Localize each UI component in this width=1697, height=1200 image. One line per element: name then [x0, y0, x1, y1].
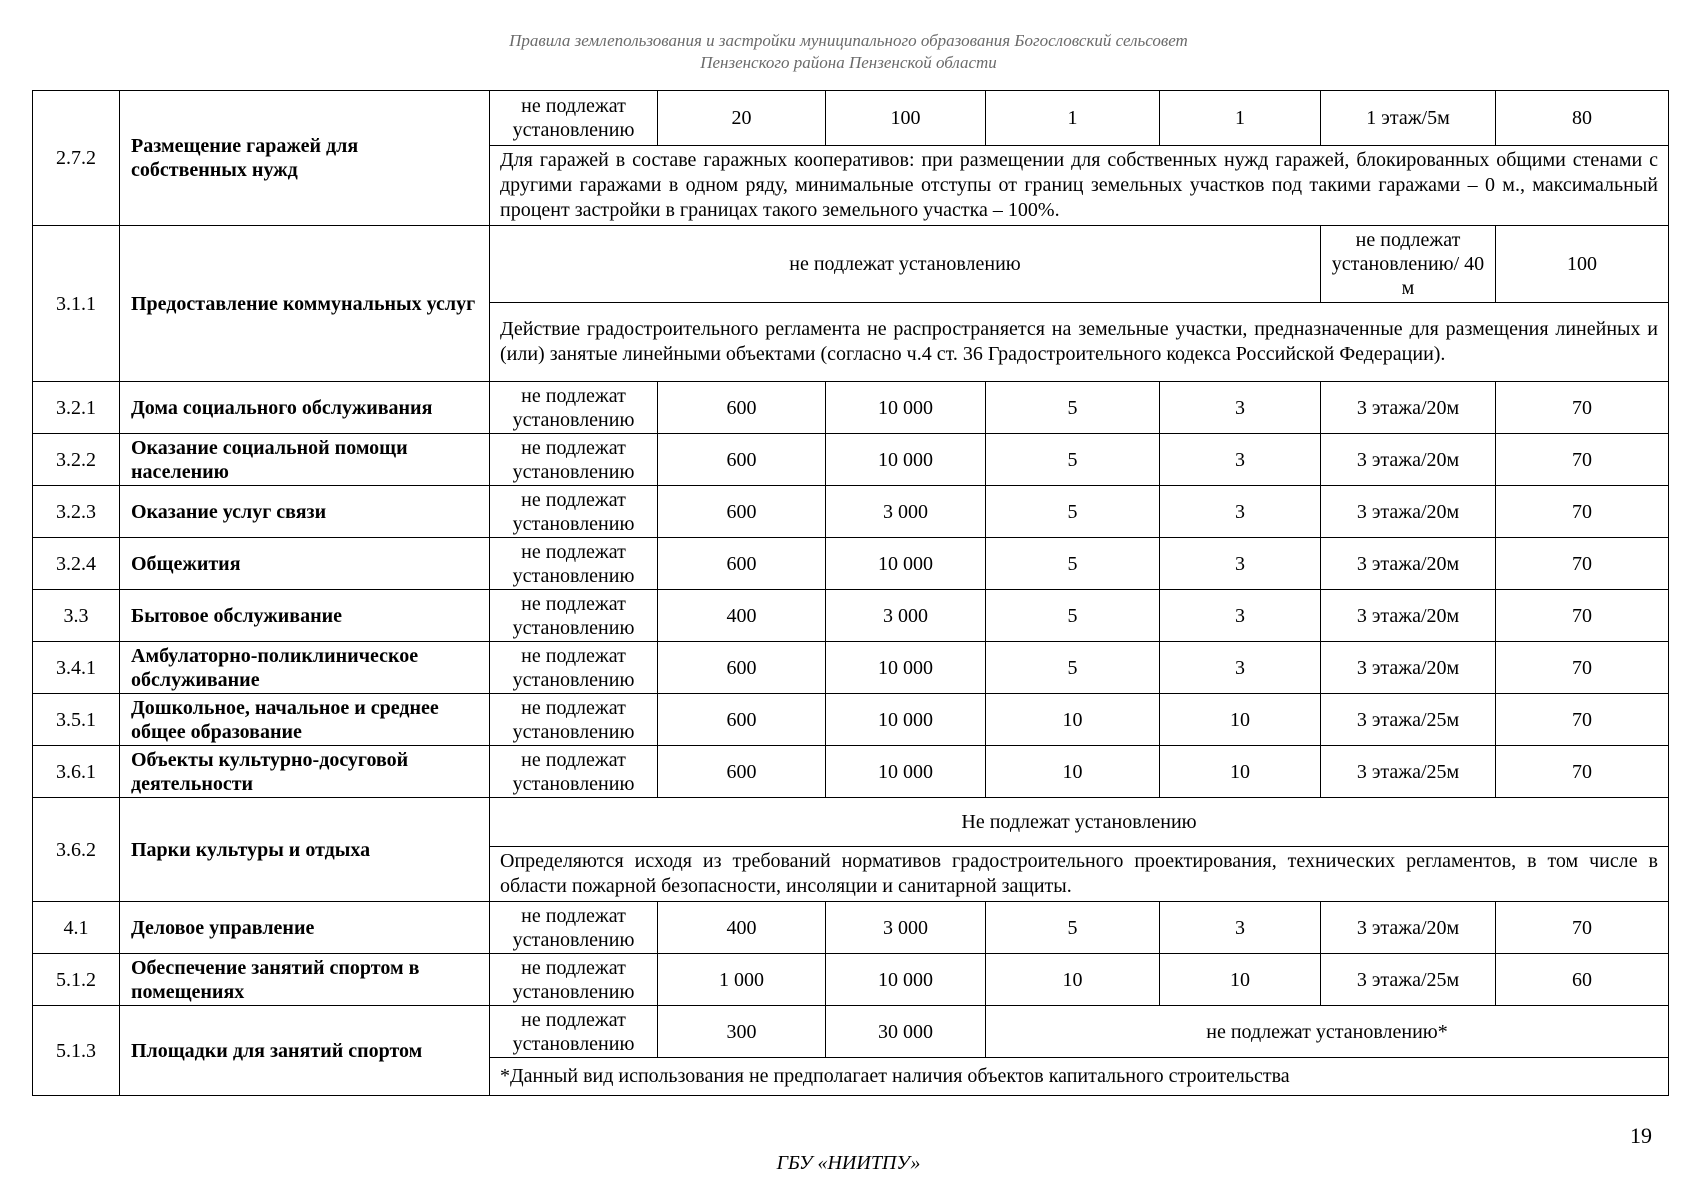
cell-max-coverage: 100 [1496, 226, 1669, 303]
cell-max-area: 100 [826, 91, 986, 146]
running-header-line1: Правила землепользования и застройки муниципального образования Богословский сельсовет [509, 31, 1188, 50]
row-name: Объекты культурно-досуговой деятельности [120, 746, 490, 798]
cell-min-width: не подлежат установлению [490, 642, 658, 694]
cell-max-coverage: 70 [1496, 434, 1669, 486]
cell-max-coverage: 70 [1496, 538, 1669, 590]
cell-min-width: не подлежат установлению [490, 746, 658, 798]
row-name: Обеспечение занятий спортом в помещениях [120, 954, 490, 1006]
cell-max-height: 3 этажа/25м [1321, 746, 1496, 798]
cell-setback-front: 5 [986, 642, 1160, 694]
page-footer: ГБУ «НИИТПУ» [776, 1152, 921, 1174]
cell-setback-front: 5 [986, 486, 1160, 538]
cell-setback-side: 10 [1160, 954, 1321, 1006]
cell-max-coverage: 70 [1496, 902, 1669, 954]
cell-min-width: не подлежат установлению [490, 382, 658, 434]
table-row [33, 746, 1669, 798]
cell-setback-front: 5 [986, 590, 1160, 642]
cell-max-area: 10 000 [826, 538, 986, 590]
cell-max-height: 3 этажа/20м [1321, 902, 1496, 954]
cell-min-width: не подлежат установлению [490, 694, 658, 746]
row-name: Амбулаторно-поликлиническое обслуживание [120, 642, 490, 694]
cell-min-area: 300 [658, 1006, 826, 1058]
page-number: 19 [1630, 1123, 1652, 1148]
row-name: Парки культуры и отдыха [120, 798, 490, 902]
table-row [33, 694, 1669, 746]
cell-setback-front: 5 [986, 902, 1160, 954]
table-row [33, 538, 1669, 590]
cell-max-height: 3 этажа/25м [1321, 694, 1496, 746]
cell-min-area: 600 [658, 538, 826, 590]
cell-min-width: не подлежат установлению [490, 538, 658, 590]
cell-max-height: не подлежат установлению/ 40 м [1321, 226, 1496, 303]
table-row [33, 434, 1669, 486]
cell-min-area: 400 [658, 902, 826, 954]
row-note: *Данный вид использования не предполагает наличия объектов капитального строительства [490, 1058, 1669, 1096]
cell-merged: не подлежат установлению [490, 226, 1321, 303]
cell-max-height: 3 этажа/20м [1321, 434, 1496, 486]
row-code: 4.1 [33, 902, 120, 954]
cell-max-coverage: 70 [1496, 590, 1669, 642]
table-row [33, 902, 1669, 954]
cell-max-height: 3 этажа/20м [1321, 538, 1496, 590]
row-code: 3.6.2 [33, 798, 120, 902]
row-code: 3.1.1 [33, 226, 120, 382]
cell-max-height: 3 этажа/25м [1321, 954, 1496, 1006]
cell-max-coverage: 70 [1496, 746, 1669, 798]
cell-min-area: 600 [658, 746, 826, 798]
row-code: 3.2.1 [33, 382, 120, 434]
cell-min-width: не подлежат установлению [490, 902, 658, 954]
cell-setback-front: 5 [986, 382, 1160, 434]
row-name: Бытовое обслуживание [120, 590, 490, 642]
cell-setback-side: 3 [1160, 538, 1321, 590]
cell-setback-side: 1 [1160, 91, 1321, 146]
cell-min-width: не подлежат установлению [490, 434, 658, 486]
cell-merged: не подлежат установлению* [986, 1006, 1669, 1058]
cell-max-height: 3 этажа/20м [1321, 642, 1496, 694]
cell-max-coverage: 70 [1496, 486, 1669, 538]
table-row [33, 954, 1669, 1006]
table-row [33, 486, 1669, 538]
table-row [33, 1006, 1669, 1058]
cell-max-height: 3 этажа/20м [1321, 382, 1496, 434]
cell-max-coverage: 70 [1496, 694, 1669, 746]
cell-max-area: 10 000 [826, 694, 986, 746]
cell-max-area: 30 000 [826, 1006, 986, 1058]
row-code: 3.4.1 [33, 642, 120, 694]
row-name: Предоставление коммунальных услуг [120, 226, 490, 382]
row-note: Определяются исходя из требований нормативов градостроительного проектирования, технических регламентов, в том числе в области пожарной безопасности, инсоляции и санитарной защиты. [490, 847, 1669, 902]
cell-max-area: 10 000 [826, 434, 986, 486]
cell-setback-front: 10 [986, 954, 1160, 1006]
table-row [33, 798, 1669, 847]
row-name: Размещение гаражей для собственных нужд [120, 91, 490, 226]
cell-min-width: не подлежат установлению [490, 590, 658, 642]
cell-min-area: 600 [658, 382, 826, 434]
cell-max-height: 1 этаж/5м [1321, 91, 1496, 146]
cell-merged: Не подлежат установлению [490, 798, 1669, 847]
cell-max-coverage: 80 [1496, 91, 1669, 146]
cell-setback-side: 3 [1160, 434, 1321, 486]
cell-setback-front: 5 [986, 434, 1160, 486]
row-code: 2.7.2 [33, 91, 120, 226]
cell-setback-side: 3 [1160, 590, 1321, 642]
cell-min-area: 600 [658, 486, 826, 538]
table-row [33, 590, 1669, 642]
cell-min-width: не подлежат установлению [490, 91, 658, 146]
table-row [33, 226, 1669, 303]
row-code: 3.6.1 [33, 746, 120, 798]
row-name: Деловое управление [120, 902, 490, 954]
cell-min-area: 600 [658, 434, 826, 486]
table-row [33, 642, 1669, 694]
row-code: 3.5.1 [33, 694, 120, 746]
row-name: Дома социального обслуживания [120, 382, 490, 434]
cell-setback-front: 1 [986, 91, 1160, 146]
cell-min-width: не подлежат установлению [490, 954, 658, 1006]
cell-setback-front: 10 [986, 746, 1160, 798]
cell-setback-front: 10 [986, 694, 1160, 746]
cell-max-area: 10 000 [826, 642, 986, 694]
row-name: Оказание социальной помощи населению [120, 434, 490, 486]
cell-setback-side: 3 [1160, 486, 1321, 538]
cell-max-area: 10 000 [826, 382, 986, 434]
cell-max-area: 3 000 [826, 590, 986, 642]
row-name: Площадки для занятий спортом [120, 1006, 490, 1096]
cell-max-area: 3 000 [826, 902, 986, 954]
cell-max-area: 3 000 [826, 486, 986, 538]
regulations-table [32, 90, 1669, 1096]
row-code: 3.2.4 [33, 538, 120, 590]
cell-max-coverage: 70 [1496, 642, 1669, 694]
cell-min-area: 600 [658, 642, 826, 694]
row-code: 5.1.2 [33, 954, 120, 1006]
row-note: Действие градостроительного регламента не распространяется на земельные участки, предназначенные для размещения линейных и (или) занятые линейными объектами (согласно ч.4 ст. 36 Градостроительного кодекса Российской Федерации). [490, 303, 1669, 382]
row-name: Оказание услуг связи [120, 486, 490, 538]
row-name: Дошкольное, начальное и среднее общее образование [120, 694, 490, 746]
cell-setback-side: 3 [1160, 902, 1321, 954]
cell-setback-side: 3 [1160, 382, 1321, 434]
table-row [33, 382, 1669, 434]
row-code: 5.1.3 [33, 1006, 120, 1096]
row-code: 3.3 [33, 590, 120, 642]
cell-setback-side: 10 [1160, 694, 1321, 746]
running-header-line2: Пензенского района Пензенской области [700, 53, 997, 72]
table-row [33, 91, 1669, 146]
row-code: 3.2.3 [33, 486, 120, 538]
cell-max-height: 3 этажа/20м [1321, 486, 1496, 538]
cell-min-area: 400 [658, 590, 826, 642]
row-code: 3.2.2 [33, 434, 120, 486]
cell-setback-side: 3 [1160, 642, 1321, 694]
row-note: Для гаражей в составе гаражных кооперативов: при размещении для собственных нужд гаражей, блокированных общими стенами с другими гаражами в одном ряду, минимальные отступы от границ земельных участков под такими гаражами – 0 м., максимальный процент застройки в границах такого земельного участка – 100%. [490, 146, 1669, 226]
cell-max-area: 10 000 [826, 746, 986, 798]
cell-max-coverage: 70 [1496, 382, 1669, 434]
cell-setback-front: 5 [986, 538, 1160, 590]
cell-min-width: не подлежат установлению [490, 1006, 658, 1058]
cell-setback-side: 10 [1160, 746, 1321, 798]
cell-max-coverage: 60 [1496, 954, 1669, 1006]
cell-min-area: 600 [658, 694, 826, 746]
cell-max-area: 10 000 [826, 954, 986, 1006]
row-name: Общежития [120, 538, 490, 590]
cell-min-width: не подлежат установлению [490, 486, 658, 538]
cell-max-height: 3 этажа/20м [1321, 590, 1496, 642]
cell-min-area: 1 000 [658, 954, 826, 1006]
cell-min-area: 20 [658, 91, 826, 146]
